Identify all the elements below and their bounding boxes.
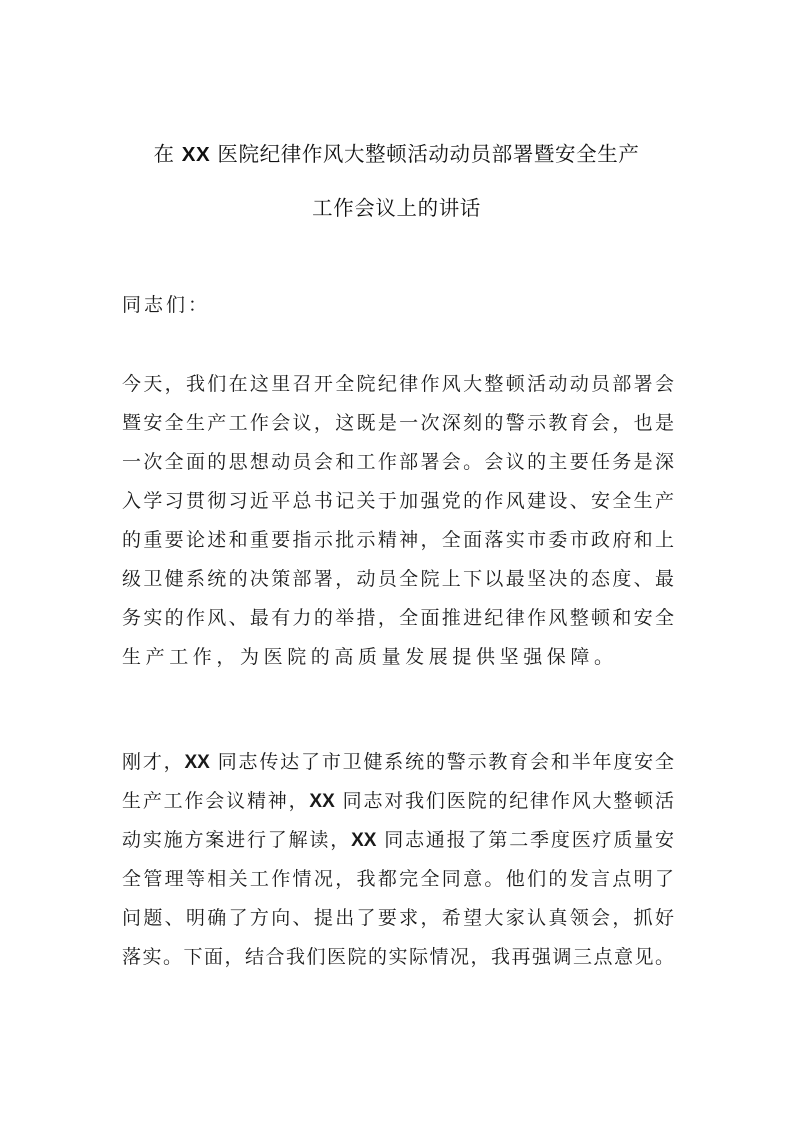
placeholder-xx: XX (309, 791, 335, 812)
paragraph-line: 务实的作风、最有力的举措，全面推进纪律作风整顿和安全 (122, 607, 674, 629)
paragraph-line: 的重要论述和重要指示批示精神，全面落实市委市政府和上 (122, 529, 674, 551)
paragraph-line: 一次全面的思想动员会和工作部署会。会议的主要任务是深 (122, 451, 674, 473)
title-placeholder-xx: XX (181, 143, 211, 166)
paragraph-line: 落实。下面，结合我们医院的实际情况，我再强调三点意见。 (122, 946, 674, 968)
title-prefix: 在 (153, 142, 182, 166)
paragraph-1 (122, 365, 674, 677)
title-line-2: 工作会议上的讲话 (312, 196, 481, 220)
placeholder-xx: XX (351, 830, 377, 851)
placeholder-xx: XX (184, 752, 210, 773)
paragraph-line: 级卫健系统的决策部署，动员全院上下以最坚决的态度、最 (122, 568, 674, 590)
title-line-1 (100, 127, 693, 181)
paragraph-line: 生产工作会议精神，XX 同志对我们医院的纪律作风大整顿活 (122, 790, 674, 812)
paragraph-line: 刚才，XX 同志传达了市卫健系统的警示教育会和半年度安全 (122, 751, 674, 773)
paragraph-line: 问题、明确了方向、提出了要求，希望大家认真领会，抓好 (122, 907, 674, 929)
salutation: 同志们： (122, 294, 211, 316)
paragraph-line: 入学习贯彻习近平总书记关于加强党的作风建设、安全生产 (122, 490, 674, 512)
paragraph-line: 今天，我们在这里召开全院纪律作风大整顿活动动员部署会 (122, 373, 674, 395)
paragraph-line: 生产工作，为医院的高质量发展提供坚强保障。 (122, 646, 618, 668)
title-suffix: 医院纪律作风大整顿活动动员部署暨安全生产 (210, 142, 640, 166)
paragraph-line: 全管理等相关工作情况，我都完全同意。他们的发言点明了 (122, 868, 674, 890)
document-title (100, 127, 693, 235)
paragraph-line: 动实施方案进行了解读，XX 同志通报了第二季度医疗质量安 (122, 829, 674, 851)
paragraph-2 (122, 743, 674, 977)
paragraph-line: 暨安全生产工作会议，这既是一次深刻的警示教育会，也是 (122, 412, 674, 434)
